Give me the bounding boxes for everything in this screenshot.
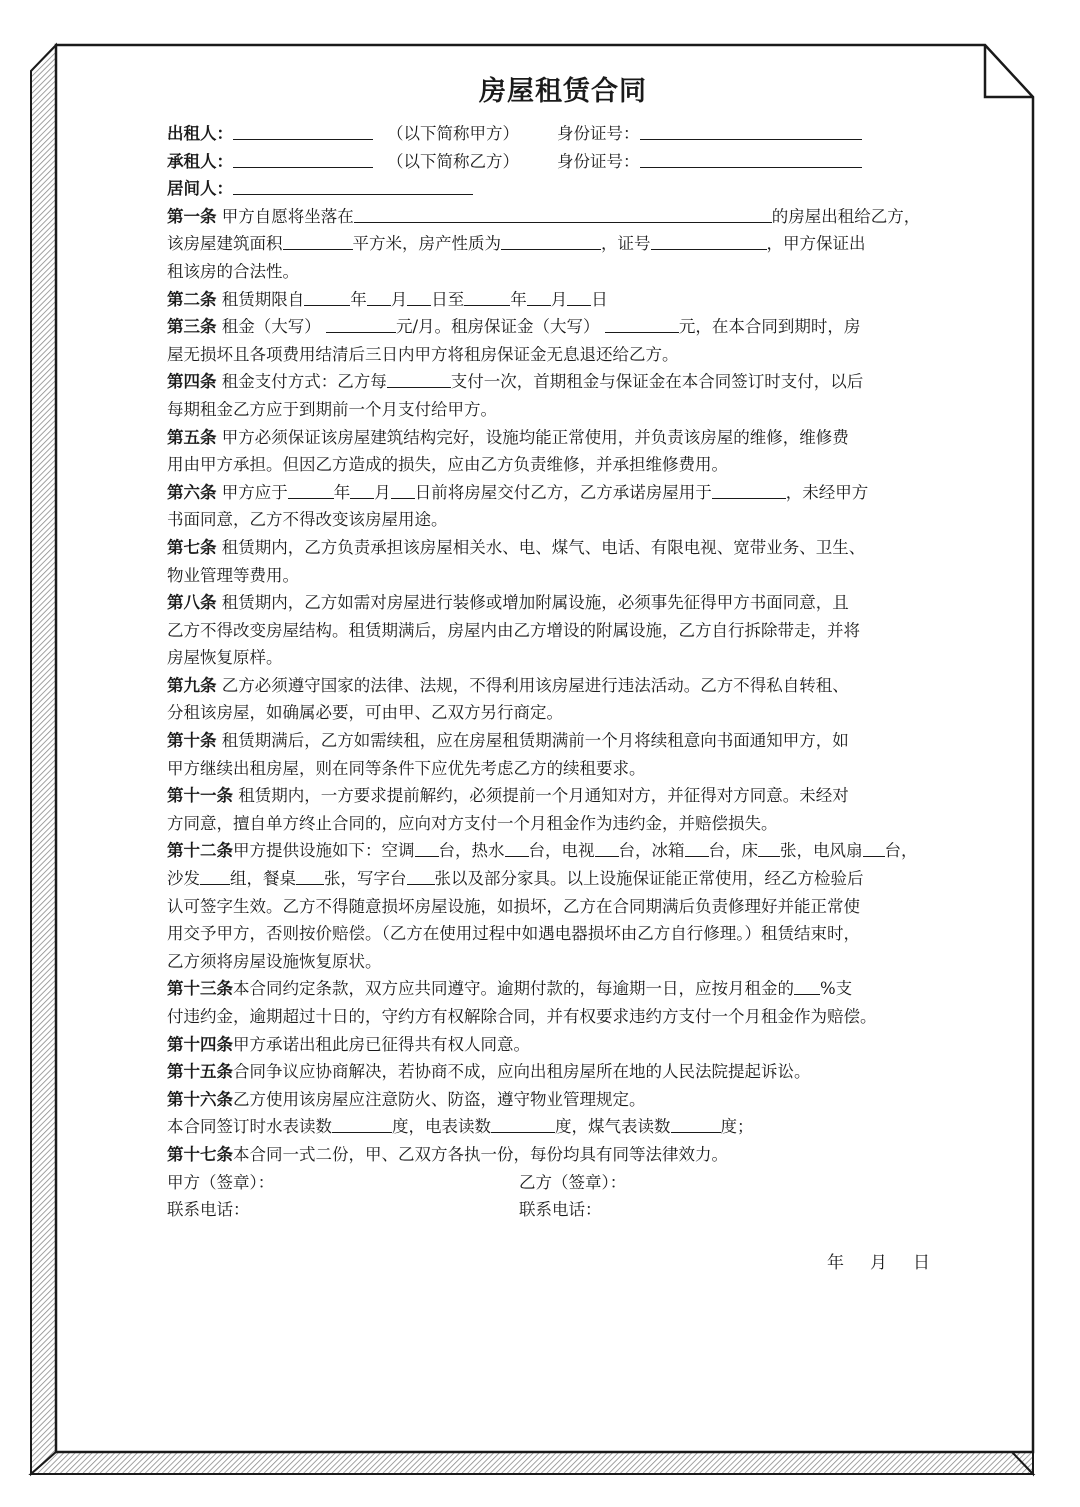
article-1-line-3 bbox=[167, 258, 967, 286]
clause-text: 用由甲方承担。但因乙方造成的损失，应由乙方负责维修，并承担维修费用。 bbox=[167, 455, 728, 475]
article-7 bbox=[167, 534, 967, 562]
article-heading: 第十七条 bbox=[167, 1144, 233, 1164]
clause-text: 乙方不得改变房屋结构。租赁期满后，房屋内由乙方增设的附属设施，乙方自行拆除带走，并将 bbox=[167, 620, 860, 640]
clause-text: ，未经甲方 bbox=[785, 482, 869, 502]
gas-meter-field[interactable] bbox=[671, 1115, 721, 1133]
clause-text: 月 bbox=[550, 289, 568, 309]
clause-text: 日 bbox=[591, 289, 608, 309]
clause-text: 支付一次，首期租金与保证金在本合同签订时支付，以后 bbox=[450, 372, 864, 392]
article-6-line-2 bbox=[167, 506, 967, 534]
clause-text: 日前将房屋交付乙方，乙方承诺房屋用于 bbox=[414, 482, 712, 502]
party-a-phone-label: 联系电话： bbox=[167, 1200, 250, 1220]
clause-text: 物业管理等费用。 bbox=[167, 565, 299, 585]
clause-text: 乙方使用该房屋应注意防火、防盗，遵守物业管理规定。 bbox=[233, 1089, 646, 1109]
payment-period-field[interactable] bbox=[387, 370, 451, 388]
article-9 bbox=[167, 672, 967, 700]
deposit-amount-field[interactable] bbox=[605, 315, 679, 333]
clause-text: 日 bbox=[431, 289, 448, 309]
clause-text: 冰箱 bbox=[651, 841, 685, 861]
clause-text: 甲方承诺出租此房已征得共有权人同意。 bbox=[233, 1034, 530, 1054]
date-day-label: 日 bbox=[913, 1253, 930, 1273]
article-heading: 第四条 bbox=[167, 372, 217, 392]
property-type-field[interactable] bbox=[501, 232, 601, 250]
property-address-field[interactable] bbox=[354, 205, 772, 223]
article-1 bbox=[167, 203, 967, 231]
clause-text: 度，煤气表读数 bbox=[555, 1117, 671, 1137]
article-heading: 第十五条 bbox=[167, 1062, 233, 1082]
clause-text: 台， bbox=[528, 841, 562, 861]
clause-text: 认可签字生效。乙方不得随意损坏房屋设施，如损坏，乙方在合同期满后负责修理好并能正常使 bbox=[167, 896, 860, 916]
page-left-edge bbox=[31, 45, 56, 1474]
article-7-line-2 bbox=[167, 562, 967, 590]
lessee-id-label: 身份证号： bbox=[557, 151, 640, 171]
rent-amount-field[interactable] bbox=[326, 315, 396, 333]
end-month-field[interactable] bbox=[527, 288, 551, 306]
party-b-signature-label: 乙方（签章）： bbox=[519, 1172, 627, 1192]
lessor-note: （以下简称甲方） bbox=[387, 124, 519, 143]
article-heading: 第五条 bbox=[167, 427, 217, 447]
clause-text: 餐桌 bbox=[263, 869, 296, 889]
article-heading: 第十四条 bbox=[167, 1034, 233, 1054]
penalty-percent-field[interactable] bbox=[794, 977, 820, 995]
bed-count-field[interactable] bbox=[758, 839, 780, 857]
sofa-count-field[interactable] bbox=[200, 867, 230, 885]
article-heading: 第六条 bbox=[167, 482, 217, 502]
clause-text: 组， bbox=[230, 869, 263, 889]
document-title: 房屋租赁合同 bbox=[479, 76, 647, 107]
article-12-line-2 bbox=[167, 865, 967, 893]
floor-area-field[interactable] bbox=[283, 232, 353, 250]
clause-text: 甲方提供设施如下：空调 bbox=[233, 841, 415, 861]
article-4-line-2 bbox=[167, 396, 967, 424]
clause-text: 租赁期内，一方要求提前解约，必须提前一个月通知对方，并征得对方同意。未经对 bbox=[238, 786, 849, 806]
agent-label: 居间人： bbox=[167, 179, 233, 199]
article-15 bbox=[167, 1058, 967, 1086]
article-5 bbox=[167, 424, 967, 452]
article-12 bbox=[167, 837, 967, 865]
article-heading: 第二条 bbox=[167, 289, 217, 309]
clause-text: 电视 bbox=[561, 841, 595, 861]
article-13-line-2 bbox=[167, 1003, 967, 1031]
clause-text: 元，在本合同到期时，房 bbox=[678, 317, 861, 337]
clause-text: 屋无损坏且各项费用结清后三日内甲方将租房保证金无息退还给乙方。 bbox=[167, 344, 679, 364]
article-6 bbox=[167, 479, 967, 507]
clause-text: 书面同意，乙方不得改变该房屋用途。 bbox=[167, 510, 448, 530]
lessee-row bbox=[167, 148, 967, 176]
article-10-line-2 bbox=[167, 755, 967, 783]
clause-text: 台， bbox=[438, 841, 472, 861]
certificate-number-field[interactable] bbox=[651, 232, 767, 250]
fridge-count-field[interactable] bbox=[685, 839, 709, 857]
clause-text: 年 bbox=[510, 289, 527, 309]
agent-row bbox=[167, 175, 967, 203]
clause-text: %支 bbox=[820, 979, 853, 999]
clause-text: 台， bbox=[618, 841, 652, 861]
lessor-name-field[interactable] bbox=[233, 122, 373, 140]
clause-text: 平方米，房产性质为 bbox=[352, 234, 501, 254]
article-heading: 第十三条 bbox=[167, 979, 233, 999]
lessor-id-field[interactable] bbox=[640, 122, 862, 140]
lessee-note: （以下简称乙方） bbox=[387, 151, 519, 171]
clause-text: 张， bbox=[780, 841, 813, 861]
article-heading: 第九条 bbox=[167, 675, 217, 695]
dining-table-count-field[interactable] bbox=[296, 867, 324, 885]
end-day-field[interactable] bbox=[567, 288, 591, 306]
clause-text: 月 bbox=[374, 482, 391, 502]
article-9-line-2 bbox=[167, 699, 967, 727]
article-11 bbox=[167, 782, 967, 810]
clause-text: 年 bbox=[350, 289, 367, 309]
article-heading: 第十条 bbox=[167, 731, 217, 751]
article-heading: 第十六条 bbox=[167, 1089, 233, 1109]
clause-text: 房屋恢复原样。 bbox=[167, 648, 283, 668]
clause-text: 租该房的合法性。 bbox=[167, 261, 299, 281]
clause-text: 甲方自愿将坐落在 bbox=[221, 206, 354, 226]
article-heading: 第三条 bbox=[167, 317, 217, 337]
clause-text: 本合同签订时水表读数 bbox=[167, 1117, 332, 1137]
clause-text: 至 bbox=[447, 289, 465, 309]
article-heading: 第一条 bbox=[167, 206, 217, 226]
handover-year-field[interactable] bbox=[288, 481, 334, 499]
article-3 bbox=[167, 313, 967, 341]
handover-month-field[interactable] bbox=[350, 481, 374, 499]
article-13 bbox=[167, 975, 967, 1003]
article-10 bbox=[167, 727, 967, 755]
handover-day-field[interactable] bbox=[391, 481, 415, 499]
clause-text: 租赁期内，乙方如需对房屋进行装修或增加附属设施，必须事先征得甲方书面同意，且 bbox=[221, 593, 849, 613]
lessor-id-label: 身份证号： bbox=[557, 124, 640, 143]
meter-readings-row bbox=[167, 1113, 967, 1141]
clause-text: 元/月。租房保证金（大写） bbox=[396, 317, 600, 337]
clause-text: 张以及部分家具。以上设施保证能正常使用，经乙方检验后 bbox=[434, 869, 864, 889]
electric-meter-field[interactable] bbox=[491, 1115, 555, 1133]
clause-text: 电风扇 bbox=[813, 841, 863, 861]
clause-text: 张， bbox=[324, 869, 357, 889]
article-5-line-2 bbox=[167, 451, 967, 479]
lessee-name-field[interactable] bbox=[233, 150, 373, 168]
clause-text: 付违约金，逾期超过十日的，守约方有权解除合同，并有权要求违约方支付一个月租金作为赔偿。 bbox=[167, 1007, 877, 1026]
clause-text: 该房屋建筑面积 bbox=[167, 234, 283, 254]
article-3-line-2 bbox=[167, 341, 967, 369]
clause-text: 租赁期限自 bbox=[221, 289, 305, 309]
fan-count-field[interactable] bbox=[863, 839, 885, 857]
tv-count-field[interactable] bbox=[595, 839, 619, 857]
clause-text: 租金（大写） bbox=[221, 317, 321, 337]
clause-text: 分租该房屋，如确属必要，可由甲、乙双方另行商定。 bbox=[167, 703, 563, 723]
article-12-line-4 bbox=[167, 920, 967, 948]
clause-text: 方同意，擅自单方终止合同的，应向对方支付一个月租金作为违约金，并赔偿损失。 bbox=[167, 813, 778, 833]
clause-text: 用交予甲方，否则按价赔偿。（乙方在使用过程中如遇电器损坏由乙方自行修理。）租赁结束时， bbox=[167, 924, 860, 944]
article-2 bbox=[167, 286, 967, 314]
article-8-line-2 bbox=[167, 617, 967, 645]
clause-text: ，证号 bbox=[601, 234, 651, 254]
clause-text: 甲方继续出租房屋，则在同等条件下应优先考虑乙方的续租要求。 bbox=[167, 758, 646, 778]
clause-text: 每期租金乙方应于到期前一个月支付给甲方。 bbox=[167, 399, 497, 419]
clause-text: 沙发 bbox=[167, 869, 200, 889]
clause-text: 租赁期满后，乙方如需续租，应在房屋租赁期满前一个月将续租意向书面通知甲方，如 bbox=[221, 731, 849, 751]
clause-text: 台， bbox=[884, 841, 918, 861]
article-11-line-2 bbox=[167, 810, 967, 838]
party-b-phone-label: 联系电话： bbox=[519, 1200, 602, 1220]
clause-text: 本合同一式二份，甲、乙双方各执一份，每份均具有同等法律效力。 bbox=[233, 1144, 728, 1164]
clause-text: 甲方应于 bbox=[221, 482, 288, 502]
article-12-line-3 bbox=[167, 893, 967, 921]
clause-text: 甲方必须保证该房屋建筑结构完好，设施均能正常使用，并负责该房屋的维修，维修费 bbox=[221, 427, 849, 447]
article-heading: 第十一条 bbox=[167, 786, 233, 806]
clause-text: 度，电表读数 bbox=[392, 1117, 491, 1137]
party-a-signature-label: 甲方（签章）： bbox=[167, 1172, 275, 1192]
clause-text: 乙方须将房屋设施恢复原状。 bbox=[167, 951, 382, 971]
agent-name-field[interactable] bbox=[233, 177, 473, 195]
ac-count-field[interactable] bbox=[415, 839, 439, 857]
article-8-line-3 bbox=[167, 644, 967, 672]
clause-text: 月 bbox=[390, 289, 408, 309]
clause-text: ，甲方保证出 bbox=[766, 234, 866, 254]
date-month-label: 月 bbox=[870, 1253, 887, 1273]
lessor-row bbox=[167, 120, 967, 148]
signing-date bbox=[827, 1248, 956, 1273]
signature-row bbox=[167, 1169, 967, 1197]
end-year-field[interactable] bbox=[464, 288, 510, 306]
clause-text: 合同争议应协商解决，若协商不成，应向出租房屋所在地的人民法院提起诉讼。 bbox=[233, 1062, 811, 1082]
article-4 bbox=[167, 368, 967, 396]
water-heater-count-field[interactable] bbox=[505, 839, 529, 857]
clause-text: 度； bbox=[720, 1117, 754, 1137]
lessee-id-field[interactable] bbox=[640, 150, 862, 168]
water-meter-field[interactable] bbox=[332, 1115, 392, 1133]
clause-text: 热水 bbox=[471, 841, 505, 861]
desk-count-field[interactable] bbox=[407, 867, 435, 885]
start-month-field[interactable] bbox=[367, 288, 391, 306]
date-year-label: 年 bbox=[827, 1253, 844, 1273]
start-day-field[interactable] bbox=[407, 288, 431, 306]
clause-text: 本合同约定条款，双方应共同遵守。逾期付款的，每逾期一日，应按月租金的 bbox=[233, 979, 794, 999]
clause-text: 年 bbox=[333, 482, 351, 502]
lessee-label: 承租人： bbox=[167, 151, 233, 171]
clause-text: 租金支付方式：乙方每 bbox=[221, 372, 387, 392]
clause-text: 台， bbox=[708, 841, 742, 861]
phone-row bbox=[167, 1196, 967, 1224]
article-heading: 第八条 bbox=[167, 593, 217, 613]
clause-text: 的房屋出租给乙方， bbox=[771, 206, 921, 226]
article-16 bbox=[167, 1086, 967, 1114]
clause-text: 乙方必须遵守国家的法律、法规，不得利用该房屋进行违法活动。乙方不得私自转租、 bbox=[221, 675, 849, 695]
article-heading: 第十二条 bbox=[167, 841, 233, 861]
article-heading: 第七条 bbox=[167, 537, 217, 557]
start-year-field[interactable] bbox=[304, 288, 350, 306]
contract-document bbox=[167, 70, 967, 1273]
article-14 bbox=[167, 1031, 967, 1059]
clause-text: 租赁期内，乙方负责承担该房屋相关水、电、煤气、电话、有限电视、宽带业务、卫生、 bbox=[221, 537, 866, 557]
usage-purpose-field[interactable] bbox=[712, 481, 786, 499]
article-1-line-2 bbox=[167, 230, 967, 258]
article-12-line-5 bbox=[167, 948, 967, 976]
article-17 bbox=[167, 1141, 967, 1169]
article-8 bbox=[167, 589, 967, 617]
page-bottom-edge bbox=[31, 1452, 1033, 1474]
lessor-label: 出租人： bbox=[167, 124, 233, 143]
clause-text: 床 bbox=[741, 841, 758, 861]
clause-text: 写字台 bbox=[357, 869, 407, 889]
